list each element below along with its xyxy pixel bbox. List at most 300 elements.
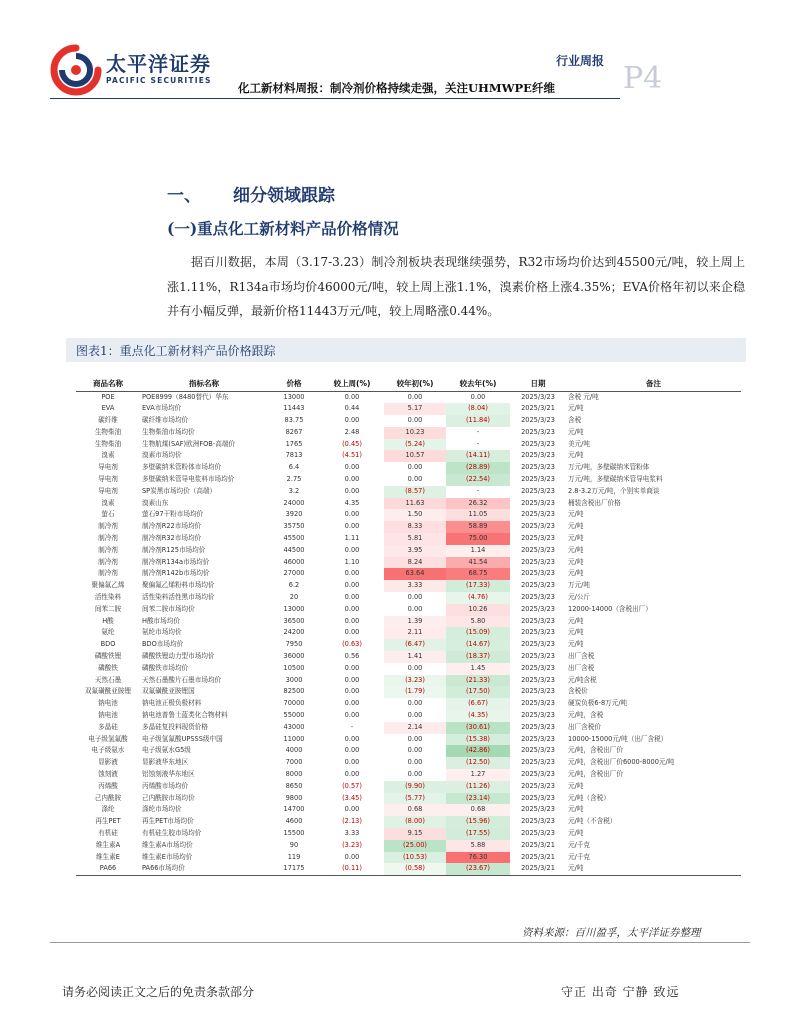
table-cell: 0.00 xyxy=(407,758,423,767)
table-cell: 萤石97干粉市场均价 xyxy=(142,510,204,519)
table-cell: 8267 xyxy=(285,427,303,436)
table-cell: 活性染料 xyxy=(94,593,122,602)
table-cell: 元/吨 xyxy=(568,522,584,531)
column-header: 较年初(%) xyxy=(384,376,446,391)
table-cell: 碳纤维 xyxy=(98,416,118,425)
table-cell: 0.00 xyxy=(407,416,423,425)
table-cell: 2025/3/23 xyxy=(521,593,555,602)
table-cell: 2025/3/23 xyxy=(521,805,555,814)
table-cell: 10500 xyxy=(283,663,305,672)
table-cell: 2025/3/23 xyxy=(521,545,555,554)
table-cell: EVA市场均价 xyxy=(142,404,182,413)
table-cell: 2025/3/23 xyxy=(521,534,555,543)
table-cell: 1.39 xyxy=(384,616,446,628)
section-number: 一、 xyxy=(167,186,201,206)
table-cell: 再生PET市场均价 xyxy=(142,817,194,826)
table-cell: 0.00 xyxy=(407,663,423,672)
table-cell: 2025/3/23 xyxy=(521,416,555,425)
table-cell: 2025/3/23 xyxy=(521,711,555,720)
table-cell: 生物航煤(SAF)欧洲FOB-高端价 xyxy=(142,439,235,448)
table-row xyxy=(76,439,741,451)
table-cell: 萤石 xyxy=(101,510,115,519)
table-cell: 10.26 xyxy=(446,604,510,616)
table-cell: 再生PET xyxy=(95,817,121,826)
table-cell: (3.45) xyxy=(342,793,362,802)
table-cell: 2.8-3.2万元/吨，个别实单商谈 xyxy=(568,486,660,495)
table-cell: 0.00 xyxy=(344,416,360,425)
table-cell: 8.33 xyxy=(384,521,446,533)
table-cell: 1.41 xyxy=(384,651,446,663)
table-cell: 生物柴油 xyxy=(94,439,122,448)
table-cell: 1.45 xyxy=(446,663,510,675)
table-cell: (4.35) xyxy=(446,710,510,722)
table-cell: 70000 xyxy=(283,699,305,708)
table-cell: (9.90) xyxy=(384,781,446,793)
table-cell: 0.00 xyxy=(407,734,423,743)
pacific-logo-icon xyxy=(50,44,102,96)
page-number: P4 xyxy=(623,61,663,96)
table-cell: 46000 xyxy=(283,557,305,566)
table-cell: 桶装含税出厂价格 xyxy=(568,498,621,507)
table-cell: 3.33 xyxy=(384,580,446,592)
table-cell: 2025/3/23 xyxy=(521,652,555,661)
table-cell: (3.23) xyxy=(384,675,446,687)
table-cell: 涤纶市场均价 xyxy=(142,805,182,814)
table-cell: 82500 xyxy=(283,687,305,696)
table-cell: 68.75 xyxy=(446,568,510,580)
table-row xyxy=(76,604,741,616)
table-cell: 3.2 xyxy=(288,486,300,495)
table-cell: 2025/3/23 xyxy=(521,510,555,519)
table-row xyxy=(76,639,741,651)
table-cell: 0.00 xyxy=(344,687,360,696)
table-cell: (23.14) xyxy=(446,793,510,805)
table-cell: 天然石墨酸片石墨市场均价 xyxy=(142,675,222,684)
disclaimer-text: 请务必阅读正文之后的免责条款部分 xyxy=(62,985,255,999)
table-cell: 聚偏氟乙烯粉料市场均价 xyxy=(142,581,215,590)
table-cell: 0.00 xyxy=(407,463,423,472)
table-cell: 元/吨（不含税） xyxy=(568,817,617,826)
table-row xyxy=(76,415,741,427)
table-cell: (0.11) xyxy=(320,863,384,875)
table-cell: (11.26) xyxy=(446,781,510,793)
table-cell: 0.00 xyxy=(407,392,423,401)
table-cell: 3.33 xyxy=(344,828,360,837)
table-cell: 制冷剂 xyxy=(98,522,118,531)
table-cell: 导电剂 xyxy=(98,486,118,495)
table-cell: 1.50 xyxy=(384,509,446,521)
table-cell: 制冷剂R22市场均价 xyxy=(142,522,202,531)
table-cell: PA66 xyxy=(76,863,140,875)
table-cell: 有机硅生胶市场均价 xyxy=(142,828,202,837)
table-cell: 2025/3/23 xyxy=(521,522,555,531)
footer-divider xyxy=(50,942,750,943)
table-row xyxy=(76,521,741,533)
table-cell: 0.00 xyxy=(407,593,423,602)
table-header-row xyxy=(76,376,741,391)
table-cell: 生物柴油市场均价 xyxy=(142,427,195,436)
table-row xyxy=(76,769,741,781)
table-cell: 2025/3/23 xyxy=(521,604,555,613)
table-row xyxy=(76,804,741,816)
table-cell: 2025/3/23 xyxy=(521,828,555,837)
table-row xyxy=(76,793,741,805)
table-cell: 多壁碳纳米管导电浆料市场均价 xyxy=(142,475,235,484)
table-cell: 元/吨 xyxy=(568,828,584,837)
table-row xyxy=(76,722,741,734)
table-cell: 0.56 xyxy=(344,652,360,661)
report-type: 行业周报 xyxy=(556,54,605,68)
table-cell: 26.32 xyxy=(446,498,510,510)
table-cell: (0.45) xyxy=(342,439,362,448)
table-cell: 丙烯酸市场均价 xyxy=(142,781,189,790)
figure-title-bar xyxy=(66,338,746,362)
table-row xyxy=(76,863,741,875)
table-cell: 2025/3/23 xyxy=(521,770,555,778)
table-cell: (5.24) xyxy=(384,439,446,451)
table-cell: 0.00 xyxy=(344,746,360,755)
table-cell: 5.88 xyxy=(446,840,510,852)
table-cell: 丙烯酸 xyxy=(98,781,118,790)
table-cell: 铝蚀刻液华东地区 xyxy=(142,770,195,778)
table-cell: - xyxy=(476,486,480,495)
table-cell: (15.96) xyxy=(446,816,510,828)
table-cell: 溴素山东 xyxy=(142,498,169,507)
table-row xyxy=(76,816,741,828)
table-cell: 45500 xyxy=(283,534,305,543)
table-row xyxy=(76,781,741,793)
table-cell: 元/吨 xyxy=(568,451,584,460)
table-cell: 5.80 xyxy=(446,616,510,628)
column-header: 较去年(%) xyxy=(446,376,510,391)
table-cell: H酸市场均价 xyxy=(142,616,180,625)
table-cell: H酸 xyxy=(102,616,114,625)
column-header: 价格 xyxy=(268,376,320,391)
table-cell: 0.00 xyxy=(344,569,360,578)
table-cell: 10.23 xyxy=(384,427,446,439)
table-cell: 14700 xyxy=(283,805,305,814)
table-cell: 生物柴油 xyxy=(94,427,122,436)
table-row xyxy=(76,663,741,675)
table-row xyxy=(76,403,741,415)
table-cell: 2025/3/23 xyxy=(521,475,555,484)
table-cell: 9.15 xyxy=(384,828,446,840)
table-cell: 电子级氢氟酸UPSSS级中国 xyxy=(142,734,223,743)
table-cell: (23.67) xyxy=(446,863,510,875)
table-cell: 2025/3/23 xyxy=(521,628,555,637)
table-cell: (22.54) xyxy=(446,474,510,486)
table-cell: - xyxy=(476,427,480,436)
table-cell: 0.00 xyxy=(344,486,360,495)
table-cell: (3.23) xyxy=(342,840,362,849)
table-cell: 元/吨 xyxy=(568,805,584,814)
table-cell: 36500 xyxy=(283,616,305,625)
table-row xyxy=(76,580,741,592)
table-cell: (10.53) xyxy=(384,852,446,864)
table-cell: (4.51) xyxy=(342,451,362,460)
table-cell: 76.30 xyxy=(446,852,510,864)
table-cell: 27000 xyxy=(283,569,305,578)
table-cell: 聚偏氟乙烯 xyxy=(91,581,125,590)
table-cell: 8000 xyxy=(285,770,303,778)
table-cell: (0.57) xyxy=(342,781,362,790)
table-cell: 1.27 xyxy=(446,769,510,781)
table-cell: 119 xyxy=(287,852,301,861)
table-cell: 8650 xyxy=(285,781,303,790)
table-cell: 0.44 xyxy=(344,404,360,413)
table-cell: 制冷剂R125市场均价 xyxy=(142,545,206,554)
table-cell: 12000-14000（含税出厂） xyxy=(568,604,652,613)
table-row xyxy=(76,627,741,639)
table-cell: 58.89 xyxy=(446,521,510,533)
data-source: 资料来源：百川盈孚，太平洋证券整理 xyxy=(522,927,701,939)
table-cell: 15500 xyxy=(283,828,305,837)
table-cell: 2025/3/23 xyxy=(521,687,555,696)
table-cell: 2025/3/23 xyxy=(521,498,555,507)
table-cell: 2025/3/23 xyxy=(521,675,555,684)
table-cell: 13000 xyxy=(283,604,305,613)
table-cell: 0.00 xyxy=(407,746,423,755)
table-cell: 7950 xyxy=(285,640,303,649)
header-divider xyxy=(50,98,620,99)
table-cell: (6.47) xyxy=(384,639,446,651)
table-cell: (14.67) xyxy=(446,639,510,651)
table-cell: 4600 xyxy=(285,817,303,826)
table-cell: 间苯二胺市场均价 xyxy=(142,604,195,613)
table-cell: 天然石墨 xyxy=(94,675,122,684)
table-cell: 11.63 xyxy=(384,498,446,510)
table-cell: 3.95 xyxy=(384,545,446,557)
subsection-heading: (一)重点化工新材料产品价格情况 xyxy=(167,219,399,238)
table-cell: 2025/3/21 xyxy=(510,863,566,875)
column-header: 商品名称 xyxy=(76,376,140,391)
table-cell: 制冷剂R32市场均价 xyxy=(142,534,202,543)
table-cell: (8.57) xyxy=(384,486,446,498)
table-cell: 0.00 xyxy=(344,604,360,613)
table-cell: 6.4 xyxy=(288,463,300,472)
table-cell: 钠电池普鲁士蓝类化合物材料 xyxy=(142,711,228,720)
table-cell: (21.33) xyxy=(446,675,510,687)
table-cell: 涤纶 xyxy=(101,805,115,814)
table-cell: 元/吨 xyxy=(568,569,584,578)
table-cell: 碳纤维市场均价 xyxy=(142,416,189,425)
table-cell: (30.61) xyxy=(446,722,510,734)
table-cell: (8.00) xyxy=(384,816,446,828)
table-cell: 75.00 xyxy=(446,533,510,545)
table-cell: 导电剂 xyxy=(98,463,118,472)
table-cell: 2025/3/23 xyxy=(521,746,555,755)
table-cell: 11.05 xyxy=(446,509,510,521)
table-cell: BDO xyxy=(100,640,116,649)
table-cell: 蚀刻液 xyxy=(98,770,118,778)
table-cell: 双氟磺酰亚胺锂 xyxy=(84,687,132,696)
table-row xyxy=(76,545,741,557)
table-cell: 2025/3/23 xyxy=(521,758,555,767)
table-cell: 万元/吨 xyxy=(568,581,591,590)
table-cell: 5.17 xyxy=(384,403,446,415)
table-row xyxy=(76,734,741,746)
table-cell: 3000 xyxy=(285,675,303,684)
table-cell: 万元/吨，多壁碳纳米管粉体 xyxy=(568,463,650,472)
table-row xyxy=(76,557,741,569)
table-cell: POE xyxy=(101,392,115,401)
table-cell: EVA xyxy=(101,404,115,413)
table-cell: 元/吨 xyxy=(568,557,584,566)
table-cell: 7000 xyxy=(285,758,303,767)
table-cell: 0.00 xyxy=(344,463,360,472)
table-cell: 出厂含税 xyxy=(568,663,595,672)
table-cell: 2025/3/23 xyxy=(521,640,555,649)
table-cell: 0.00 xyxy=(407,475,423,484)
table-cell: 氨纶 xyxy=(101,628,115,637)
table-cell: 制冷剂R142b市场均价 xyxy=(142,569,210,578)
company-name-cn: 太平洋证券 xyxy=(106,52,211,76)
table-cell: (0.63) xyxy=(342,640,362,649)
table-cell: 有机硅 xyxy=(98,828,118,837)
table-cell: 元/吨（含税） xyxy=(568,793,610,802)
table-row xyxy=(76,651,741,663)
table-cell: 元/千克 xyxy=(568,852,591,861)
table-cell: 钠电池 xyxy=(98,711,118,720)
table-cell: 2025/3/23 xyxy=(521,722,555,731)
table-cell: 8.24 xyxy=(384,557,446,569)
table-cell: 制冷剂 xyxy=(98,545,118,554)
table-cell: 11000 xyxy=(283,734,305,743)
column-header: 较上周(%) xyxy=(320,376,384,391)
table-cell: 含税价 xyxy=(568,687,588,696)
table-cell: 0.00 xyxy=(344,616,360,625)
table-cell: 导电剂 xyxy=(98,475,118,484)
table-cell: (12.50) xyxy=(446,757,510,769)
table-cell: 6.2 xyxy=(288,581,300,590)
table-cell: 10000-15000元/吨（出厂含税） xyxy=(568,734,668,743)
table-cell: POE8999（8480替代）华东 xyxy=(142,392,229,401)
table-cell: 维生素E xyxy=(96,852,120,861)
table-cell: 电子级氨水 xyxy=(91,746,125,755)
table-cell: 元/千克 xyxy=(568,840,591,849)
table-cell: 2025/3/23 xyxy=(521,817,555,826)
table-cell: 活性染料活性黑市场均价 xyxy=(142,593,215,602)
table-cell: 4.35 xyxy=(344,498,360,507)
table-cell: (17.33) xyxy=(446,580,510,592)
table-cell: 2025/3/21 xyxy=(521,852,555,861)
figure-title: 图表1：重点化工新材料产品价格跟踪 xyxy=(76,344,276,358)
table-row xyxy=(76,675,741,687)
table-cell: 0.00 xyxy=(344,734,360,743)
table-cell: 元/吨 xyxy=(568,628,584,637)
table-cell: 2.75 xyxy=(286,475,302,484)
table-cell: 0.00 xyxy=(344,392,360,401)
table-cell: 元/吨 xyxy=(568,616,584,625)
table-cell: 7813 xyxy=(285,451,303,460)
table-cell: 35750 xyxy=(283,522,305,531)
table-row xyxy=(76,486,741,498)
table-cell: 0.00 xyxy=(407,770,423,778)
table-row xyxy=(76,757,741,769)
table-cell: 1765 xyxy=(285,439,303,448)
table-cell: 24000 xyxy=(283,498,305,507)
table-cell: 20 xyxy=(289,593,299,602)
table-cell: (1.79) xyxy=(384,686,446,698)
table-row xyxy=(76,745,741,757)
table-cell: 0.00 xyxy=(344,675,360,684)
table-cell: (11.84) xyxy=(446,415,510,427)
table-cell: 维生素A xyxy=(95,840,121,849)
table-cell: 0.00 xyxy=(344,522,360,531)
table-cell: 55000 xyxy=(283,711,305,720)
table-cell: - xyxy=(350,722,354,731)
table-cell: 元/吨 xyxy=(568,781,584,790)
table-cell: 制冷剂R134a市场均价 xyxy=(142,557,210,566)
company-logo xyxy=(50,44,210,100)
table-cell: 磷酸铁锂动力型市场均价 xyxy=(142,652,215,661)
table-cell: 出厂含税 xyxy=(568,652,595,661)
table-cell: 3920 xyxy=(285,510,303,519)
table-cell: 4000 xyxy=(285,746,303,755)
table-cell: 1.11 xyxy=(344,534,360,543)
table-row xyxy=(76,427,741,439)
table-row xyxy=(76,828,741,840)
table-cell: 2.11 xyxy=(384,627,446,639)
table-row xyxy=(76,462,741,474)
table-cell: 元/吨，含税出厂价 xyxy=(568,746,623,755)
table-cell: 维生素E市场均价 xyxy=(142,852,193,861)
table-row xyxy=(76,852,741,864)
table-cell: 2025/3/23 xyxy=(521,569,555,578)
table-cell: 5.81 xyxy=(384,533,446,545)
table-cell: 0.00 xyxy=(344,852,360,861)
table-cell: 制冷剂 xyxy=(98,534,118,543)
table-cell: 2025/3/23 xyxy=(521,486,555,495)
table-cell: 万元/吨，多壁碳纳米管导电浆料 xyxy=(568,475,663,484)
price-table xyxy=(76,376,741,876)
table-cell: 0.00 xyxy=(344,475,360,484)
table-cell: 双氟磺酰亚胺锂国 xyxy=(142,687,195,696)
table-cell: (25.00) xyxy=(384,840,446,852)
table-row xyxy=(76,686,741,698)
table-cell: 元/吨，含税 xyxy=(568,711,604,720)
table-cell: 元/吨 xyxy=(566,863,741,875)
table-cell: 2.48 xyxy=(344,427,360,436)
table-cell: 0.68 xyxy=(384,804,446,816)
table-cell: 制冷剂 xyxy=(98,557,118,566)
table-cell: 2025/3/23 xyxy=(521,699,555,708)
table-cell: 溴素 xyxy=(101,451,115,460)
table-cell: 44500 xyxy=(283,545,305,554)
table-cell: 1.10 xyxy=(344,557,360,566)
table-cell: 11443 xyxy=(283,404,305,413)
table-cell: 多晶硅复投料现货价格 xyxy=(142,722,208,731)
table-cell: 磷酸铁市场均价 xyxy=(142,663,189,672)
column-header: 日期 xyxy=(510,376,566,391)
table-cell: 0.00 xyxy=(407,604,423,613)
table-cell: 43000 xyxy=(283,722,305,731)
table-cell: 10.57 xyxy=(384,450,446,462)
table-row xyxy=(76,498,741,510)
table-cell: 元/吨 xyxy=(568,510,584,519)
table-cell: 83.75 xyxy=(284,416,304,425)
table-cell: 多壁碳纳米管粉体市场均价 xyxy=(142,463,222,472)
table-cell: (28.89) xyxy=(446,462,510,474)
report-title: 化工新材料周报：制冷剂价格持续走强，关注UHMWPE纤维 xyxy=(238,81,555,95)
table-cell: 2025/3/23 xyxy=(521,463,555,472)
table-cell: (17.55) xyxy=(446,828,510,840)
table-cell: 元/吨 xyxy=(568,640,584,649)
table-cell: 2025/3/23 xyxy=(521,793,555,802)
table-cell: 2025/3/23 xyxy=(521,451,555,460)
table-cell: BDO市场均价 xyxy=(142,640,184,649)
table-row xyxy=(76,450,741,462)
